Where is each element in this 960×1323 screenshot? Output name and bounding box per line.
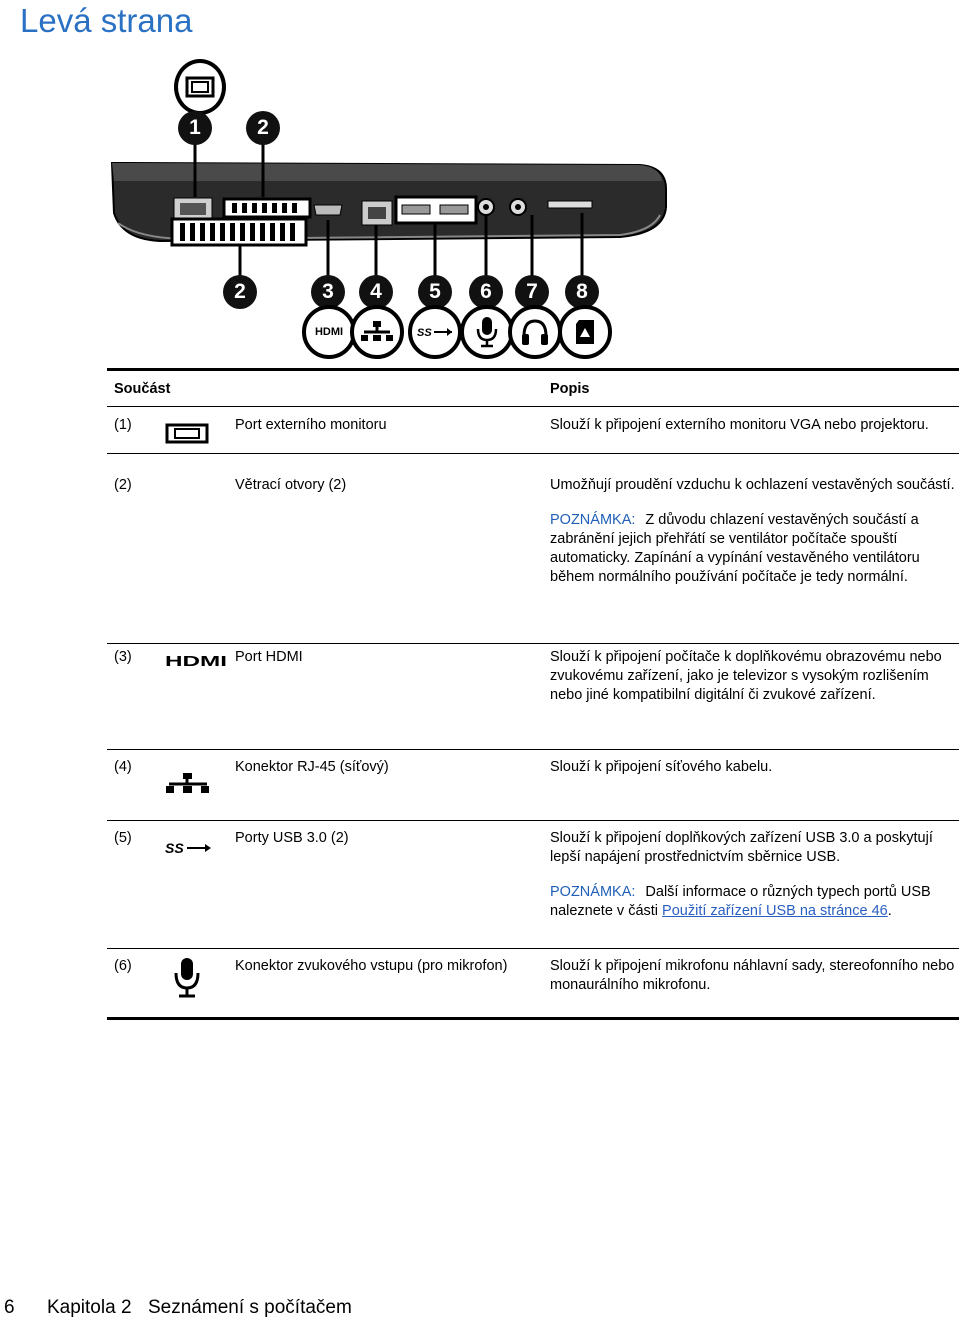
note bbox=[550, 883, 955, 921]
headphones-ring bbox=[508, 305, 562, 359]
network-icon bbox=[165, 772, 211, 800]
row-number: (1) bbox=[114, 417, 132, 433]
microphone-icon bbox=[476, 316, 498, 348]
row-description: Umožňují proudění vzduchu k ochlazení vestavěných součástí. bbox=[550, 477, 955, 493]
note-label: POZNÁMKA: bbox=[550, 512, 636, 528]
row-number: (2) bbox=[114, 477, 132, 493]
note-label: POZNÁMKA: bbox=[550, 884, 636, 900]
usb3-icon bbox=[416, 324, 454, 340]
network-ring bbox=[350, 305, 404, 359]
monitor-port-callout-icon bbox=[174, 59, 226, 115]
table-row bbox=[107, 949, 959, 1020]
header-component: Součást bbox=[114, 381, 171, 397]
row-description-block bbox=[550, 476, 955, 587]
header-description: Popis bbox=[550, 381, 590, 397]
row-name: Větrací otvory (2) bbox=[235, 477, 347, 493]
table-header bbox=[107, 371, 959, 407]
note-end: . bbox=[887, 903, 892, 919]
callout-2-top: 2 bbox=[246, 111, 280, 145]
row-number: (5) bbox=[114, 830, 132, 846]
callout-3: 3 bbox=[311, 275, 345, 309]
callout-1: 1 bbox=[178, 111, 212, 145]
row-name: Porty USB 3.0 (2) bbox=[235, 830, 349, 846]
row-description-block bbox=[550, 829, 955, 921]
callout-7: 7 bbox=[515, 275, 549, 309]
row-description: Slouží k připojení počítače k doplňkovému obrazovému nebo zvukovému zařízení, jako je televizor s vysokým rozlišením nebo jiné kompatibilní digitální či zvukové zařízení. bbox=[550, 649, 942, 703]
table-row bbox=[107, 821, 959, 949]
monitor-icon bbox=[185, 76, 215, 98]
note-text: Další informace o různých typech portů USB naleznete v části bbox=[550, 884, 931, 919]
laptop-left-side-figure bbox=[100, 55, 680, 365]
sd-card-icon bbox=[574, 319, 596, 345]
svg-text:HDMI: HDMI bbox=[165, 653, 227, 669]
headphones-icon bbox=[520, 318, 550, 346]
note-extra: Zapínání a vypínání vestavěného ventilátoru během normálního používání počítače je tedy normální. bbox=[550, 550, 920, 585]
table-row bbox=[107, 644, 959, 750]
row-description: Slouží k připojení mikrofonu náhlavní sady, stereofonního nebo monaurálního mikrofonu. bbox=[550, 958, 955, 993]
usb-devices-link[interactable]: Použití zařízení USB na stránce 46 bbox=[662, 903, 888, 919]
row-name: Port HDMI bbox=[235, 649, 303, 665]
callout-8: 8 bbox=[565, 275, 599, 309]
row-name: Konektor RJ-45 (síťový) bbox=[235, 759, 389, 775]
microphone-icon bbox=[173, 957, 201, 1005]
callout-4: 4 bbox=[359, 275, 393, 309]
callout-5: 5 bbox=[418, 275, 452, 309]
row-description: Slouží k připojení externího monitoru VGA nebo projektoru. bbox=[550, 417, 929, 433]
usb3-icon bbox=[165, 840, 213, 862]
usb3-ring bbox=[408, 305, 462, 359]
chapter-title: Seznámení s počítačem bbox=[148, 1297, 352, 1318]
page-number: 6 bbox=[4, 1297, 15, 1318]
callout-6: 6 bbox=[469, 275, 503, 309]
row-number: (4) bbox=[114, 759, 132, 775]
monitor-port-icon bbox=[165, 423, 211, 451]
row-number: (3) bbox=[114, 649, 132, 665]
callout-2-bottom: 2 bbox=[223, 275, 257, 309]
row-description: Slouží k připojení doplňkových zařízení USB 3.0 a poskytují lepší napájení prostřednictvím sběrnice USB. bbox=[550, 830, 933, 865]
hdmi-icon: HDMI bbox=[314, 326, 344, 338]
hdmi-icon bbox=[165, 653, 229, 675]
hdmi-ring bbox=[302, 305, 356, 359]
row-name: Port externího monitoru bbox=[235, 417, 387, 433]
note-text: Z důvodu chlazení vestavěných součástí a zabránění jejich přehřátí se ventilátor počítače spouští automaticky. bbox=[550, 512, 919, 566]
sd-card-ring bbox=[558, 305, 612, 359]
components-table bbox=[107, 368, 959, 1020]
note bbox=[550, 511, 955, 587]
svg-text:SS: SS bbox=[165, 840, 184, 856]
table-row bbox=[107, 407, 959, 454]
table-row bbox=[107, 454, 959, 644]
page-title: Levá strana bbox=[20, 2, 193, 39]
network-icon bbox=[360, 320, 394, 344]
row-description: Slouží k připojení síťového kabelu. bbox=[550, 759, 773, 775]
microphone-ring bbox=[460, 305, 514, 359]
table-row bbox=[107, 750, 959, 821]
svg-text:SS: SS bbox=[417, 327, 432, 339]
row-number: (6) bbox=[114, 958, 132, 974]
row-name: Konektor zvukového vstupu (pro mikrofon) bbox=[235, 958, 508, 974]
chapter-label: Kapitola 2 bbox=[47, 1297, 132, 1318]
